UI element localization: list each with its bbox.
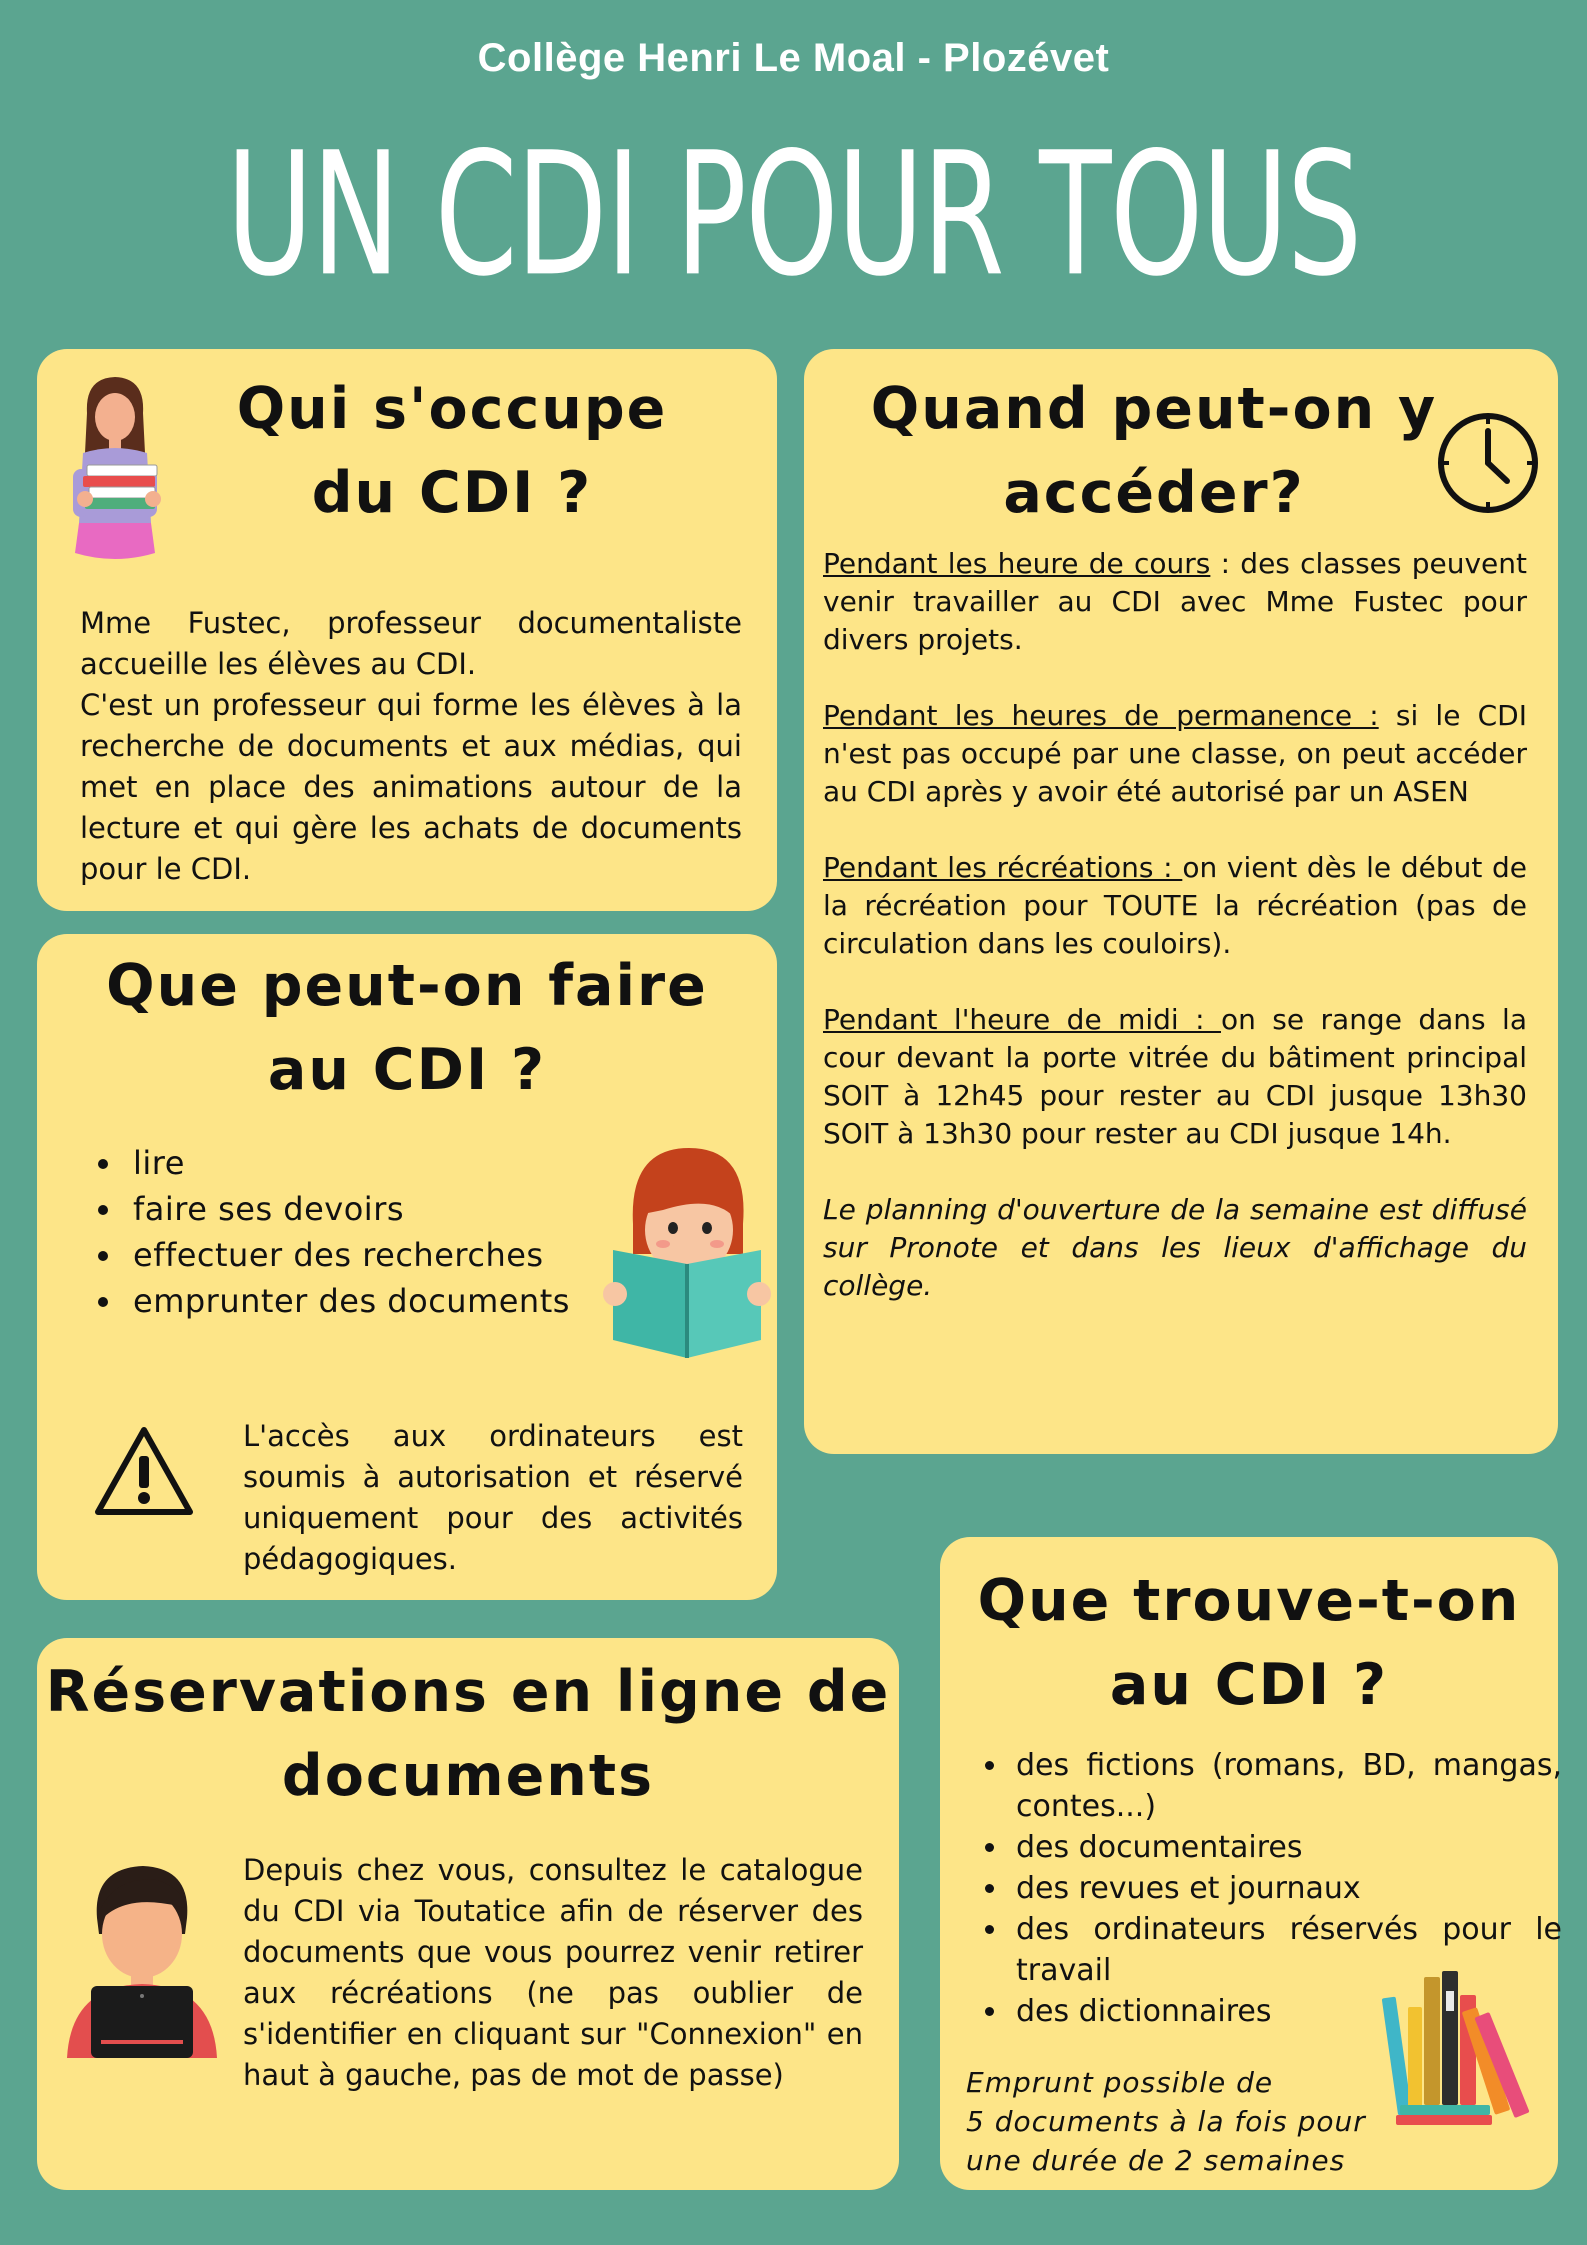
- quand-heading-line1: Quand peut-on y: [870, 376, 1438, 442]
- list-item: • lire: [125, 1140, 645, 1186]
- qui-heading-line2: du CDI ?: [311, 460, 593, 526]
- quand-cours-text: : des classes peuvent venir travailler au CDI avec Mme Fustec pour divers projets.: [823, 547, 1527, 656]
- list-item: • des ordinateurs réservés pour le travail: [1010, 1909, 1562, 1991]
- computer-access-warning: L'accès aux ordinateurs est soumis à autorisation et réservé uniquement pour des activités pédagogiques.: [243, 1419, 743, 1576]
- qui-paragraph-2: C'est un professeur qui forme les élèves à la recherche de documents et aux médias, qui met en place des animations autour de la lecture et qui gère les achats de documents pour le CDI.: [80, 688, 742, 886]
- quand-cours: [823, 545, 1527, 659]
- que-faire-list: [77, 1140, 645, 1324]
- trouve-heading-line1: Que trouve-t-on: [977, 1568, 1521, 1634]
- quand-permanence-text: si le CDI n'est pas occupé par une classe, on peut accéder au CDI après y avoir été autorisé par un ASEN: [823, 699, 1527, 808]
- list-item: • des documentaires: [1010, 1827, 1562, 1868]
- card-quand-acceder: [804, 349, 1558, 1454]
- reservations-heading: [37, 1650, 899, 1818]
- reservations-text: Depuis chez vous, consultez le catalogue du CDI via Toutatice afin de réserver des documents que vous pourrez venir retirer aux récréations (ne pas oublier de s'identifier en cliquant sur "Connexion" en haut à gauche, pas de mot de passe): [243, 1853, 863, 2092]
- quand-heading: [844, 367, 1464, 535]
- quand-recreations-label: Pendant les récréations :: [823, 851, 1183, 884]
- list-item: • des fictions (romans, BD, mangas, contes...): [1010, 1745, 1562, 1827]
- quand-midi: [823, 1001, 1527, 1153]
- que-faire-heading-line2: au CDI ?: [267, 1037, 547, 1103]
- reservations-heading-line2: documents: [281, 1743, 655, 1809]
- quand-permanence-label: Pendant les heures de permanence :: [823, 699, 1379, 732]
- quand-recreations: [823, 849, 1527, 963]
- quand-recreations-text: on vient dès le début de la récréation pour TOUTE la récréation (pas de circulation dans les couloirs).: [823, 851, 1527, 960]
- list-item: • effectuer des recherches: [125, 1232, 645, 1278]
- card-reservations: [37, 1638, 899, 2190]
- girl-reading-icon: [603, 1144, 771, 1364]
- woman-holding-books-icon: [65, 373, 175, 569]
- quand-heading-line2: accéder?: [1003, 460, 1305, 526]
- loan-note-line3: une durée de 2 semaines: [966, 2144, 1346, 2177]
- qui-heading-line1: Qui s'occupe: [236, 376, 668, 442]
- reservations-heading-line1: Réservations en ligne de: [45, 1659, 891, 1725]
- college-name: Collège Henri Le Moal - Plozévet: [477, 36, 1110, 80]
- card-que-trouve: [940, 1537, 1562, 2190]
- list-item: • des dictionnaires: [1010, 1991, 1562, 2032]
- clock-icon: [1434, 409, 1542, 517]
- list-item: • faire ses devoirs: [125, 1186, 645, 1232]
- card-que-faire: [37, 934, 777, 1600]
- qui-heading: [187, 367, 717, 535]
- boy-laptop-icon: [57, 1858, 225, 2058]
- qui-paragraph-1: Mme Fustec, professeur documentaliste accueille les élèves au CDI.: [80, 606, 742, 681]
- page-title: UN CDI POUR TOUS: [226, 115, 1361, 314]
- trouve-heading-line2: au CDI ?: [1109, 1652, 1389, 1718]
- quand-midi-label: Pendant l'heure de midi :: [823, 1003, 1221, 1036]
- loan-note: [966, 2063, 1386, 2180]
- list-item: • emprunter des documents: [125, 1278, 645, 1324]
- que-faire-heading: [37, 944, 777, 1112]
- que-faire-heading-line1: Que peut-on faire: [106, 953, 708, 1019]
- quand-midi-text: on se range dans la cour devant la porte vitrée du bâtiment principal SOIT à 12h45 pour rester au CDI jusque 13h30 SOIT à 13h30 pour rester au CDI jusque 14h.: [823, 1003, 1527, 1150]
- quand-permanence: [823, 697, 1527, 811]
- books-stack-icon: [1380, 1967, 1540, 2127]
- trouve-heading: [940, 1559, 1558, 1727]
- loan-note-line2: 5 documents à la fois pour: [966, 2105, 1366, 2138]
- loan-note-line1: Emprunt possible de: [966, 2066, 1274, 2099]
- quand-cours-label: Pendant les heure de cours: [823, 547, 1211, 580]
- quand-planning-note: Le planning d'ouverture de la semaine est diffusé sur Pronote et dans les lieux d'affichage du collège.: [823, 1193, 1527, 1302]
- list-item: • des revues et journaux: [1010, 1868, 1562, 1909]
- card-qui-soccupe: [37, 349, 777, 911]
- warning-icon: [92, 1424, 196, 1518]
